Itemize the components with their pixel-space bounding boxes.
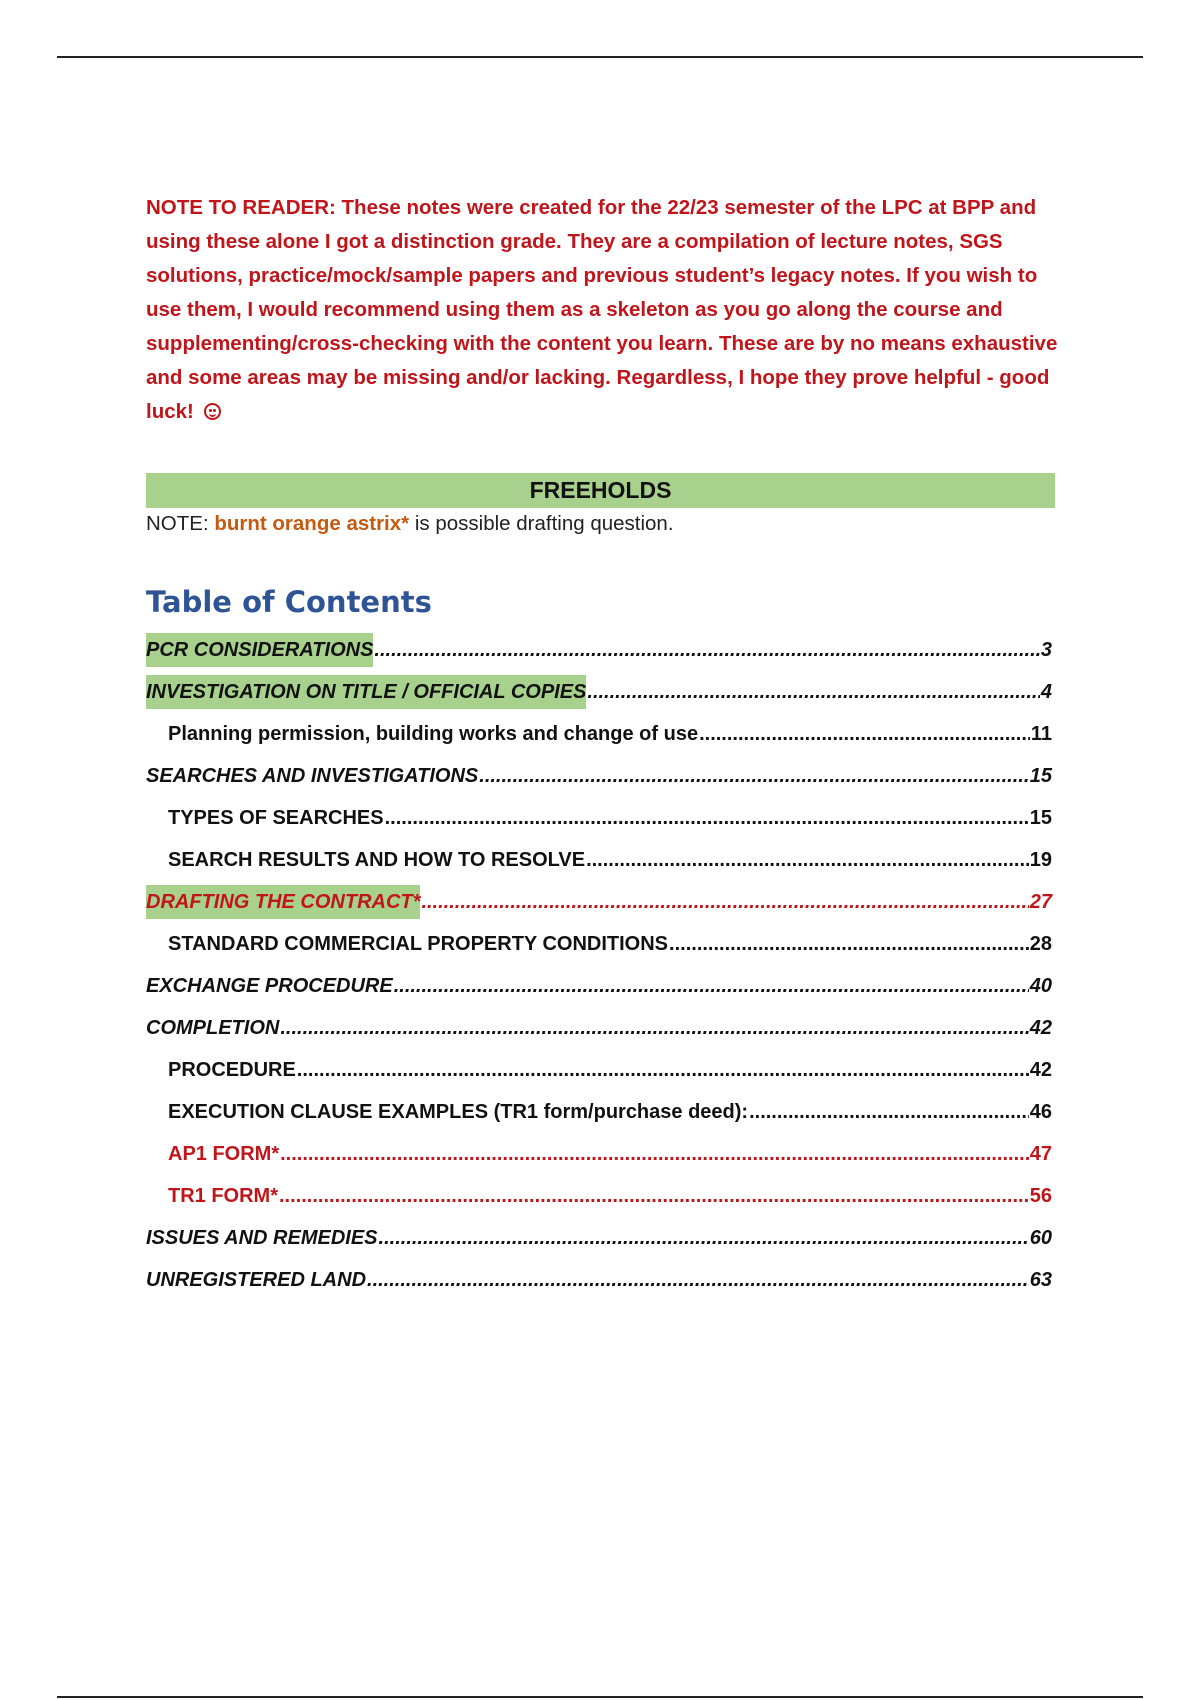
toc-entry-page: 47 <box>1029 1143 1052 1165</box>
toc-entry[interactable] <box>146 1053 1052 1095</box>
toc-entry-page: 15 <box>1029 807 1052 829</box>
toc-entry[interactable] <box>146 1179 1052 1221</box>
toc-entry[interactable] <box>146 969 1052 1011</box>
toc-entry-label: Planning permission, building works and change of use <box>168 723 699 745</box>
toc-entry[interactable] <box>146 843 1052 885</box>
toc-entry-label: EXCHANGE PROCEDURE <box>146 975 393 997</box>
toc-entry-page: 19 <box>1029 849 1052 871</box>
footer-rule <box>57 1696 1143 1698</box>
toc-entry-page: 46 <box>1029 1101 1052 1123</box>
toc-entry-label: SEARCHES AND INVESTIGATIONS <box>146 765 479 787</box>
toc-entry[interactable] <box>146 1095 1052 1137</box>
toc-entry-label: EXECUTION CLAUSE EXAMPLES (TR1 form/purchase deed): <box>168 1101 749 1123</box>
toc-entry[interactable] <box>146 1137 1052 1179</box>
toc-entry-page: 63 <box>1029 1269 1052 1291</box>
toc-entry[interactable] <box>146 717 1052 759</box>
toc-entry-label: COMPLETION <box>146 1017 280 1039</box>
toc-entry-page: 11 <box>1030 723 1052 745</box>
drafting-note-highlight: burnt orange astrix* <box>214 512 410 535</box>
toc-entry-label: INVESTIGATION ON TITLE / OFFICIAL COPIES <box>146 675 586 709</box>
toc-entry-page: 3 <box>1040 639 1052 661</box>
toc-entry-label: PROCEDURE <box>168 1059 296 1081</box>
toc-entry[interactable] <box>146 1263 1052 1305</box>
toc-entry-page: 27 <box>1029 891 1052 913</box>
toc-entry[interactable] <box>146 885 1052 927</box>
drafting-note-suffix: is possible drafting question. <box>409 512 674 535</box>
toc-entry-page: 60 <box>1029 1227 1052 1249</box>
toc-entry-page: 56 <box>1029 1185 1052 1207</box>
toc-entry-page: 15 <box>1029 765 1052 787</box>
section-banner: FREEHOLDS <box>146 473 1055 508</box>
toc-entry-label: PCR CONSIDERATIONS <box>146 633 373 667</box>
toc-entry-label: TR1 FORM* <box>168 1185 278 1207</box>
table-of-contents <box>146 633 1052 1305</box>
toc-entry-label: AP1 FORM* <box>168 1143 280 1165</box>
toc-entry[interactable] <box>146 801 1052 843</box>
toc-entry-label: DRAFTING THE CONTRACT* <box>146 885 420 919</box>
toc-title: Table of Contents <box>146 585 432 619</box>
toc-entry-label: UNREGISTERED LAND <box>146 1269 367 1291</box>
toc-entry[interactable] <box>146 1221 1052 1263</box>
header-rule <box>57 56 1143 58</box>
toc-entry-page: 40 <box>1029 975 1052 997</box>
toc-entry-page: 42 <box>1029 1059 1052 1081</box>
note-to-reader-text: NOTE TO READER: These notes were created for the 22/23 semester of the LPC at BPP and using these alone I got a distinction grade. They are a compilation of lecture notes, SGS solutions, practice/mock/sample papers and previous student’s legacy notes. If you wish to use them, I would recommend using them as a skeleton as you go along the course and supplementing/cross-checking with the content you learn. These are by no means exhaustive and some areas may be missing and/or lacking. Regardless, I hope they prove helpful - good luck! <box>146 196 1058 423</box>
toc-entry[interactable] <box>146 675 1052 717</box>
toc-entry-page: 42 <box>1029 1017 1052 1039</box>
toc-entry[interactable] <box>146 759 1052 801</box>
toc-entry[interactable] <box>146 927 1052 969</box>
toc-entry-label: TYPES OF SEARCHES <box>168 807 384 829</box>
note-to-reader <box>146 191 1061 429</box>
toc-entry[interactable] <box>146 1011 1052 1053</box>
smiley-face-icon <box>204 403 221 420</box>
toc-entry[interactable] <box>146 633 1052 675</box>
drafting-note <box>146 510 674 538</box>
toc-entry-label: SEARCH RESULTS AND HOW TO RESOLVE <box>168 849 586 871</box>
drafting-note-prefix: NOTE: <box>146 512 215 535</box>
toc-entry-label: STANDARD COMMERCIAL PROPERTY CONDITIONS <box>168 933 669 955</box>
toc-entry-page: 28 <box>1029 933 1052 955</box>
toc-entry-label: ISSUES AND REMEDIES <box>146 1227 378 1249</box>
toc-entry-page: 4 <box>1040 681 1052 703</box>
